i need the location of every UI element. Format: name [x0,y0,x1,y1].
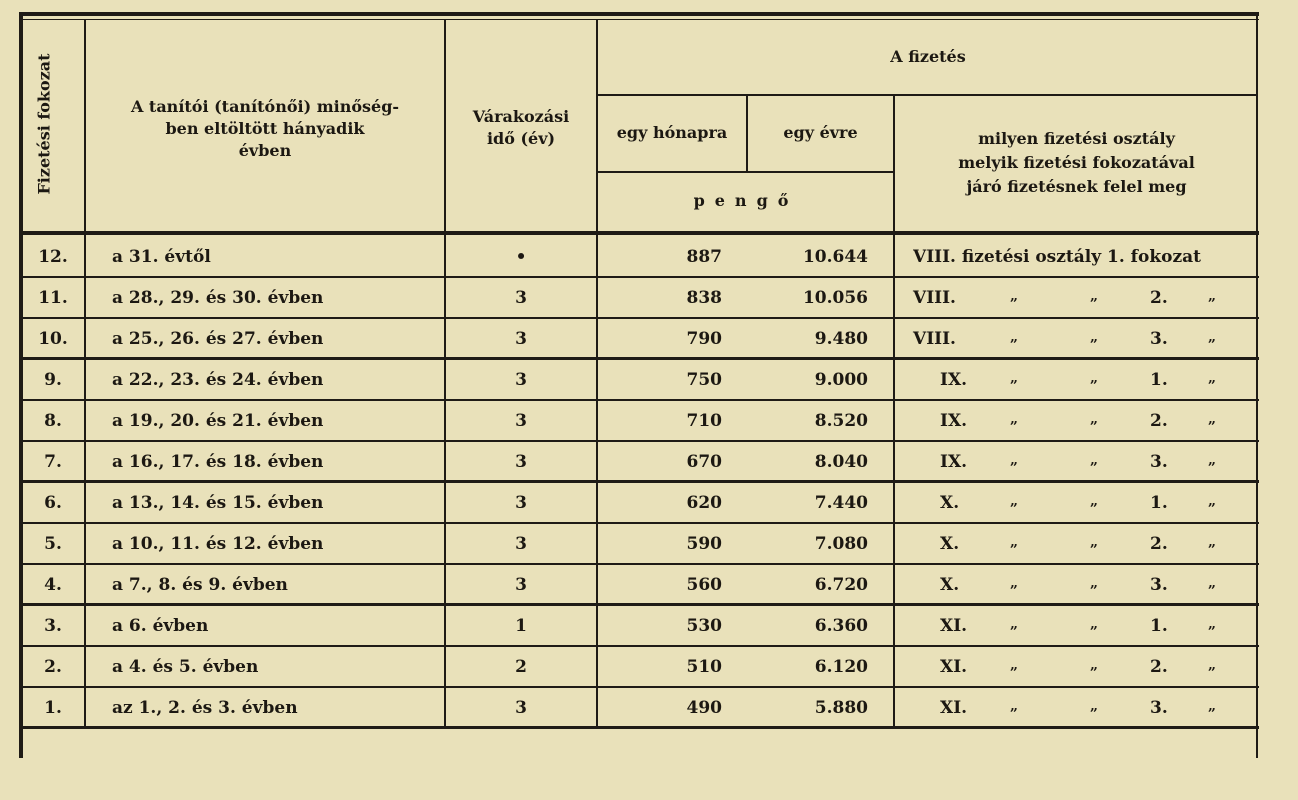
ditto-mark: „ [1208,411,1217,427]
cell-wait: 3 [515,698,527,718]
header-bottom-line [19,231,1259,235]
ditto-mark: „ [1010,493,1019,509]
header-class-1: milyen fizetési osztály [978,129,1175,148]
header-month: egy hónapra [616,123,728,142]
ditto-mark: „ [1010,575,1019,591]
ditto-mark: „ [1090,657,1099,673]
row-divider [19,522,1259,524]
cell-year: 6.720 [814,575,868,595]
ditto-mark: „ [1208,575,1217,591]
ditto-mark: „ [1090,534,1099,550]
ditto-mark: „ [1208,534,1217,550]
cell-years: a 10., 11. és 12. évben [112,534,324,554]
cell-year: 7.440 [814,493,868,513]
cell-wait: 3 [515,493,527,513]
ditto-mark: „ [1208,370,1217,386]
ditto-mark: „ [1090,288,1099,304]
cell-class: VIII. fizetési osztály 1. fokozat [913,247,1201,267]
ditto-mark: „ [1010,657,1019,673]
ditto-mark: „ [1090,370,1099,386]
cell-month: 560 [686,575,722,595]
header-unit: pengő [693,191,799,210]
cell-wait: • [515,247,527,267]
cell-grade: 4. [44,575,62,595]
row-divider [19,440,1259,442]
col-line-2 [444,20,446,726]
cell-wait: 3 [515,370,527,390]
cell-class: IX. [940,411,968,431]
cell-grade: 8. [44,411,62,431]
ditto-mark: „ [1010,370,1019,386]
cell-month: 530 [686,616,722,636]
cell-grade: 7. [44,452,62,472]
cell-year: 7.080 [814,534,868,554]
cell-years: a 22., 23. és 24. évben [112,370,324,390]
cell-year: 10.056 [802,288,868,308]
cell-grade: 9. [44,370,62,390]
cell-wait: 3 [515,452,527,472]
ditto-mark: „ [1010,329,1019,345]
cell-grade: 5. [44,534,62,554]
ditto-mark: „ [1010,698,1019,714]
cell-years: a 13., 14. és 15. évben [112,493,324,513]
ditto-mark: „ [1208,329,1217,345]
cell-year: 8.040 [814,452,868,472]
ditto-mark: „ [1010,411,1019,427]
ditto-mark: „ [1208,493,1217,509]
cell-month: 590 [686,534,722,554]
top-border [19,12,1259,16]
cell-step: 2. [1150,534,1168,554]
cell-years: a 19., 20. és 21. évben [112,411,324,431]
cell-step: 3. [1150,452,1168,472]
cell-years: a 25., 26. és 27. évben [112,329,324,349]
ditto-mark: „ [1090,329,1099,345]
cell-wait: 3 [515,575,527,595]
cell-step: 3. [1150,698,1168,718]
ditto-mark: „ [1090,698,1099,714]
cell-wait: 3 [515,534,527,554]
cell-class: X. [940,493,960,513]
cell-years: a 28., 29. és 30. évben [112,288,324,308]
header-class-2: melyik fizetési fokozatával [958,153,1195,172]
cell-class: XI. [940,616,968,636]
cell-month: 838 [686,288,722,308]
cell-step: 2. [1150,411,1168,431]
cell-wait: 2 [515,657,527,677]
cell-month: 750 [686,370,722,390]
cell-class: XI. [940,698,968,718]
cell-class: VIII. [913,288,956,308]
cell-grade: 11. [38,288,68,308]
cell-years: a 4. és 5. évben [112,657,259,677]
cell-grade: 1. [44,698,62,718]
ditto-mark: „ [1090,616,1099,632]
cell-step: 3. [1150,329,1168,349]
row-divider [19,645,1259,647]
cell-years: a 7., 8. és 9. évben [112,575,288,595]
cell-year: 9.480 [814,329,868,349]
cell-month: 887 [686,247,722,267]
cell-month: 510 [686,657,722,677]
cell-step: 2. [1150,288,1168,308]
cell-years: a 31. évtől [112,247,211,267]
ditto-mark: „ [1010,288,1019,304]
cell-year: 8.520 [814,411,868,431]
cell-years: a 16., 17. és 18. évben [112,452,324,472]
cell-year: 5.880 [814,698,868,718]
ditto-mark: „ [1208,616,1217,632]
cell-month: 490 [686,698,722,718]
cell-grade: 12. [38,247,68,267]
cell-wait: 3 [515,288,527,308]
cell-month: 670 [686,452,722,472]
header-years-2: ben eltöltött hányadik [165,119,365,138]
header-sub-line [598,94,1258,96]
header-class-3: járó fizetésnek felel meg [966,177,1187,196]
cell-class: IX. [940,452,968,472]
ditto-mark: „ [1208,288,1217,304]
cell-year: 10.644 [802,247,868,267]
row-divider [19,686,1259,688]
cell-wait: 3 [515,411,527,431]
cell-grade: 6. [44,493,62,513]
group-divider [19,603,1259,606]
cell-class: IX. [940,370,968,390]
row-divider [19,276,1259,278]
top-border-inner [19,19,1259,20]
cell-step: 1. [1150,616,1168,636]
header-wait-2: idő (év) [486,129,556,148]
ditto-mark: „ [1208,452,1217,468]
header-years-1: A tanítói (tanítónői) minőség- [130,97,400,116]
cell-class: XI. [940,657,968,677]
cell-class: X. [940,575,960,595]
header-yearly: egy évre [783,123,858,142]
salary-table-page: Fizetési fokozat A tanítói (tanítónői) minőség- ben eltöltött hányadik évben Várakozási idő (év) A fizetés egy hónapra egy évre pengő milyen fizetési osztály melyik fizetési fokozatával járó fizetésnek felel meg 12. a 31. évtől • 887 10.644 VIII. fizetési osztály 1. fokozat 11. a 28., 29. és 30. évben 3 838 10.056 VIII. „ „ 2. „ 10. a 25., 26. és 27. évben 3 790 9.480 VIII. „ „ 3. „ 9. a 22., 23. és 24. évben 3 750 9.000 IX. „ „ 1. „ 8. a 19., 20. és 21. évben 3 710 8.520 IX. „ „ 2. „ 7. a 16., 17. és 18. évben 3 670 8.040 IX. „ „ 3. „ 6. a 13., 14. és 15. évben 3 620 7.440 X. „ „ 1. „ 5. a 10., 11. és 12. évben 3 590 7.080 X. „ „ 2. „ 4. a 7., 8. és 9. évben 3 560 6.720 X. „ „ 3. „ 3. a 6. évben 1 530 6.360 XI. „ „ 1. „ 2. a 4. és 5. évben 2 510 6.120 XI. „ „ 2. „ 1. az 1., 2. és 3. évben 3 490 5.880 XI. „ „ 3. „ [0,0,1298,800]
ditto-mark: „ [1010,452,1019,468]
row-divider [19,317,1259,319]
cell-wait: 3 [515,329,527,349]
cell-class: X. [940,534,960,554]
cell-year: 9.000 [814,370,868,390]
group-divider [19,480,1259,483]
cell-step: 1. [1150,493,1168,513]
ditto-mark: „ [1208,698,1217,714]
ditto-mark: „ [1090,493,1099,509]
cell-month: 790 [686,329,722,349]
cell-class: VIII. [913,329,956,349]
ditto-mark: „ [1010,534,1019,550]
header-pay: A fizetés [890,47,966,66]
cell-years: az 1., 2. és 3. évben [112,698,298,718]
ditto-mark: „ [1208,657,1217,673]
cell-month: 710 [686,411,722,431]
cell-years: a 6. évben [112,616,209,636]
row-divider [19,563,1259,565]
ditto-mark: „ [1090,452,1099,468]
cell-grade: 10. [38,329,68,349]
ditto-mark: „ [1010,616,1019,632]
cell-year: 6.120 [814,657,868,677]
cell-step: 3. [1150,575,1168,595]
group-divider [19,357,1259,360]
cell-step: 1. [1150,370,1168,390]
cell-month: 620 [686,493,722,513]
header-wait-1: Várakozási [472,107,570,126]
ditto-mark: „ [1090,575,1099,591]
col-line-1 [84,20,86,726]
bottom-border [19,726,1259,729]
cell-wait: 1 [515,616,527,636]
ditto-mark: „ [1090,411,1099,427]
row-divider [19,399,1259,401]
cell-grade: 2. [44,657,62,677]
cell-year: 6.360 [814,616,868,636]
cell-step: 2. [1150,657,1168,677]
cell-grade: 3. [44,616,62,636]
header-unit-line [598,171,894,173]
header-years-3: évben [238,141,292,160]
